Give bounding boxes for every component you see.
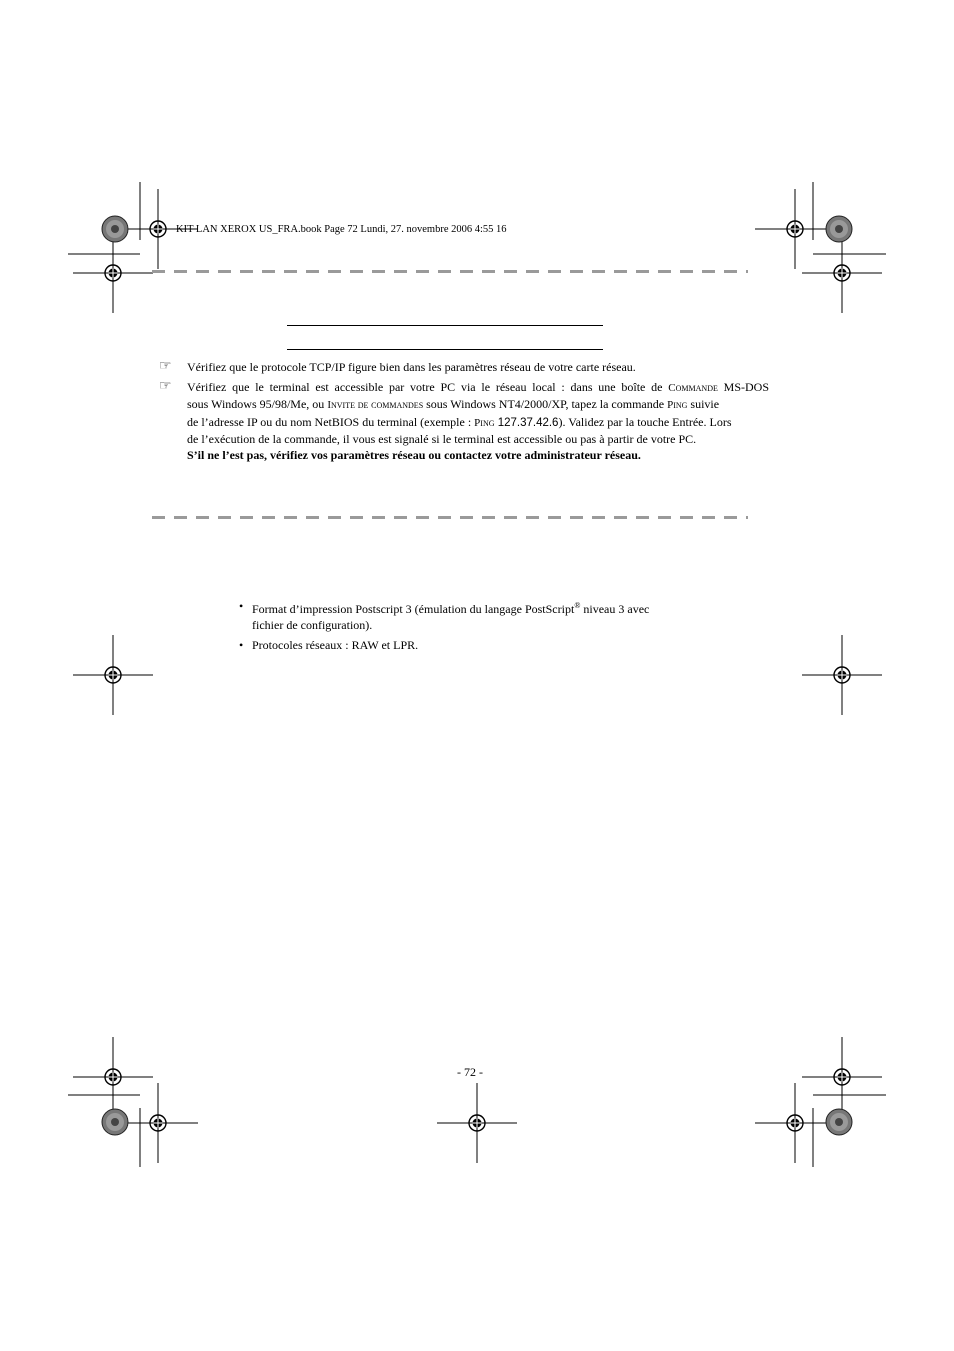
star-target-icon bbox=[826, 1109, 852, 1135]
tip-ping bbox=[187, 379, 769, 463]
crosshair-icon bbox=[802, 233, 882, 313]
spec-item-protocols: • Protocoles réseaux : RAW et LPR. bbox=[239, 637, 419, 652]
bullet-icon: • bbox=[239, 637, 244, 652]
crosshair-icon bbox=[755, 189, 835, 269]
crosshair-icon bbox=[73, 233, 153, 313]
section-divider bbox=[152, 516, 748, 519]
pointing-hand-icon: ☞ bbox=[159, 379, 172, 394]
pointing-hand-icon: ☞ bbox=[159, 359, 172, 374]
tip-ping-line-2: sous Windows 95/98/Me, ou Invite de commandes sous Windows NT4/2000/XP, tapez la commande Ping suivie bbox=[187, 397, 720, 412]
heading-rule-top bbox=[287, 325, 603, 326]
crosshair-icon bbox=[802, 635, 882, 715]
tip-ping-line-1: Vérifiez que le terminal est accessible par votre PC via le réseau local : dans une boîte de Commande MS-DOS bbox=[187, 380, 769, 394]
tip-tcpip: Vérifiez que le protocole TCP/IP figure bien dans les paramètres réseau de votre carte réseau. bbox=[187, 360, 636, 374]
file-info-header: KIT LAN XEROX US_FRA.book Page 72 Lundi, 27. novembre 2006 4:55 16 bbox=[176, 224, 507, 235]
bullet-icon: • bbox=[239, 599, 244, 613]
heading-rule-bottom bbox=[287, 349, 603, 350]
crosshair-icon bbox=[437, 1083, 517, 1163]
spec-item-format: • Format d’impression Postscript 3 (émulation du langage PostScript® niveau 3 avec fichier de configuration). bbox=[239, 599, 650, 633]
page-number: - 72 - bbox=[457, 1065, 483, 1079]
star-target-icon bbox=[102, 1109, 128, 1135]
section-divider bbox=[152, 270, 748, 273]
star-target-icon bbox=[826, 216, 852, 242]
crosshair-icon bbox=[73, 635, 153, 715]
tip-ping-warning: S’il ne l’est pas, vérifiez vos paramètres réseau ou contactez votre administrateur réseau. bbox=[187, 448, 641, 463]
star-target-icon bbox=[102, 216, 128, 242]
tip-ping-line-4: de l’exécution de la commande, il vous est signalé si le terminal est accessible ou pas à partir de votre PC. bbox=[187, 431, 697, 446]
tip-ping-line-3: de l’adresse IP ou du nom NetBIOS du terminal (exemple : Ping 127.37.42.6). Validez par la touche Entrée. Lors bbox=[187, 414, 732, 429]
spec-list bbox=[239, 598, 699, 653]
